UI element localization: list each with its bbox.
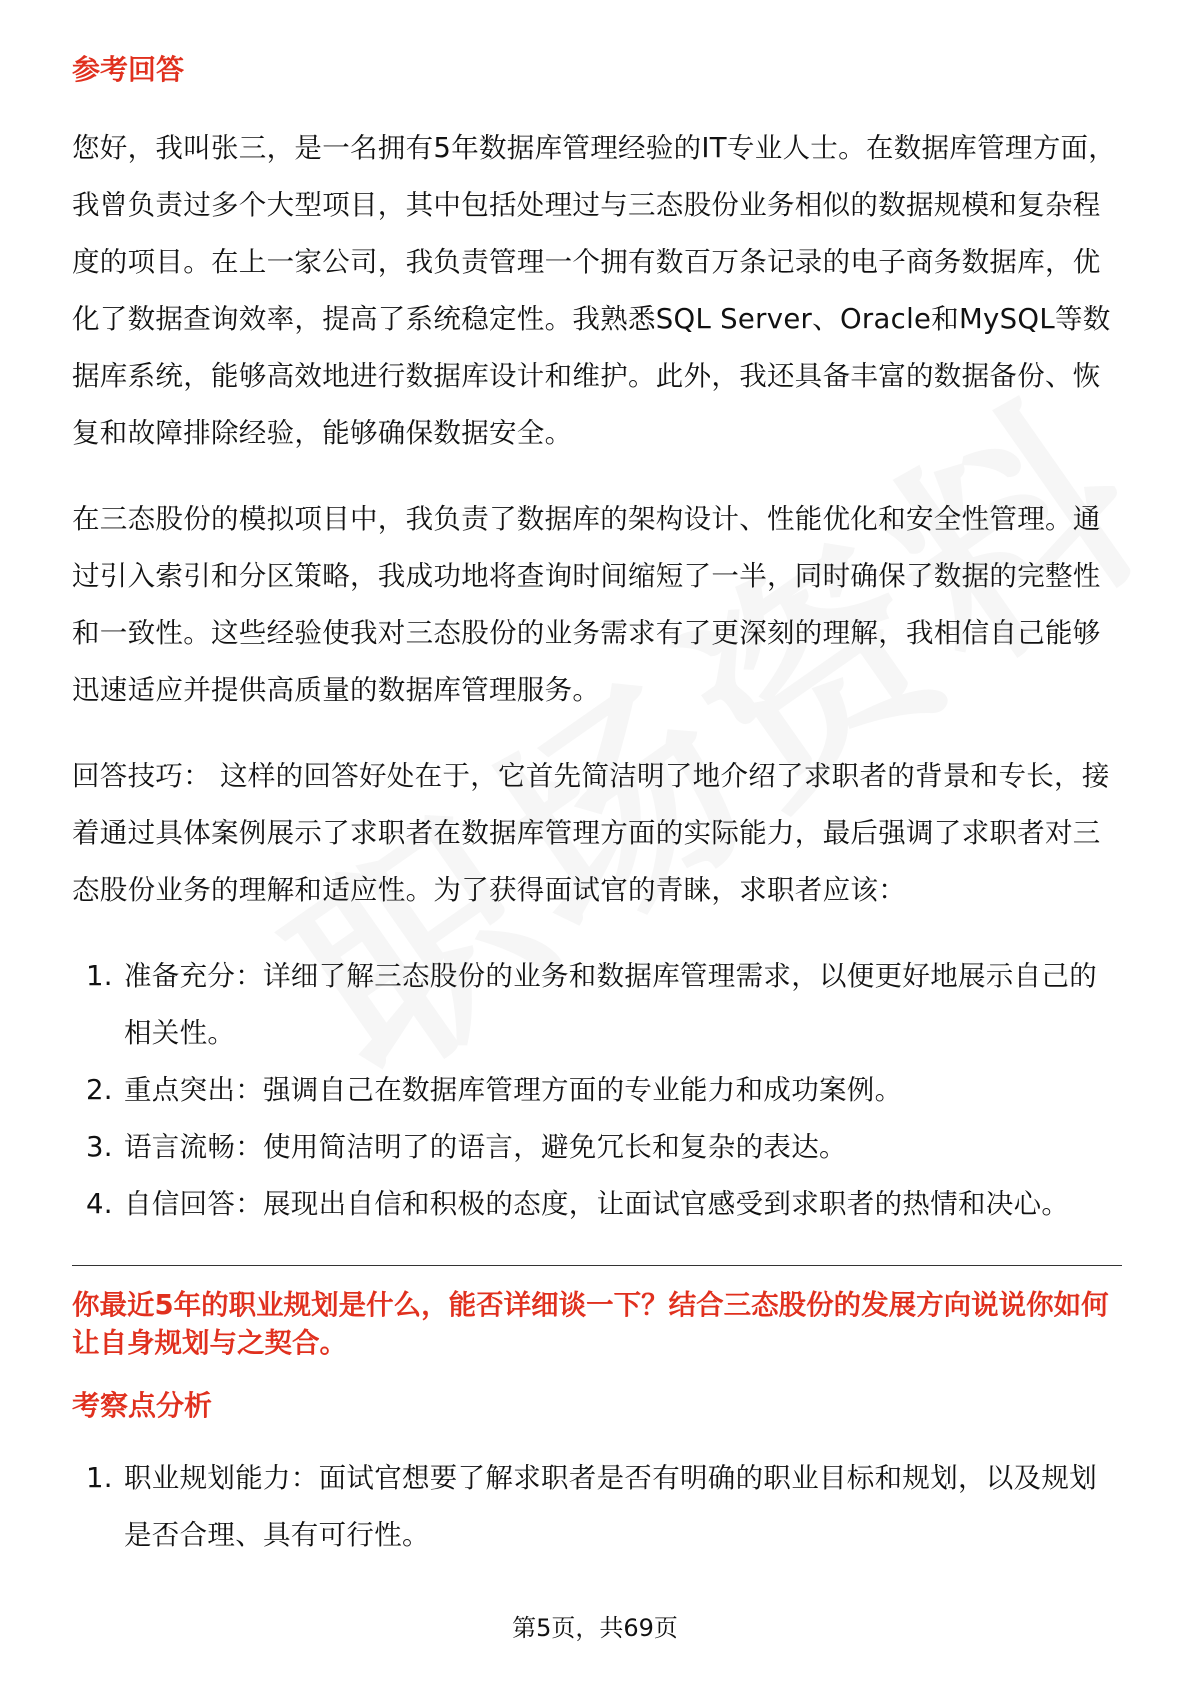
list-item: 3. 语言流畅：使用简洁明了的语言，避免冗长和复杂的表达。 [86, 1131, 847, 1163]
answer-paragraph-2: 在三态股份的模拟项目中，我负责了数据库的架构设计、性能优化和安全性管理。通过引入索引和分区策略，我成功地将查询时间缩短了一半，同时确保了数据的完整性和一致性。这些经验使我对三态股份的业务需求有了更深刻的理解，我相信自己能够迅速适应并提供高质量的数据库管理服务。 [72, 503, 1101, 706]
divider [72, 1265, 1122, 1266]
section-title-reference-answer: 参考回答 [72, 53, 185, 86]
list-item: 1. 准备充分：详细了解三态股份的业务和数据库管理需求，以便更好地展示自己的相关性。 [86, 960, 1097, 1049]
interview-question: 你最近5年的职业规划是什么，能否详细谈一下？结合三态股份的发展方向说说你如何让自身规划与之契合。 [72, 1289, 1109, 1359]
section-title-analysis: 考察点分析 [72, 1389, 213, 1422]
answer-paragraph-1: 您好，我叫张三，是一名拥有5年数据库管理经验的IT专业人士。在数据库管理方面，我曾负责过多个大型项目，其中包括处理过与三态股份业务相似的数据规模和复杂程度的项目。在上一家公司，我负责管理一个拥有数百万条记录的电子商务数据库，优化了数据查询效率，提高了系统稳定性。我熟悉SQL Server、Oracle和MySQL等数据库系统，能够高效地进行数据库设计和维护。此外，我还具备丰富的数据备份、恢复和故障排除经验，能够确保数据安全。 [72, 132, 1117, 449]
analysis-list [72, 1450, 1122, 1564]
page-number: 第5页，共69页 [512, 1614, 678, 1642]
list-item: 1. 职业规划能力：面试官想要了解求职者是否有明确的职业目标和规划，以及规划是否合理、具有可行性。 [86, 1462, 1097, 1551]
document-page [72, 48, 1122, 1596]
list-item: 2. 重点突出：强调自己在数据库管理方面的专业能力和成功案例。 [86, 1074, 903, 1106]
tips-list [72, 948, 1122, 1233]
answer-tips-paragraph: 回答技巧： 这样的回答好处在于，它首先简洁明了地介绍了求职者的背景和专长，接着通过具体案例展示了求职者在数据库管理方面的实际能力，最后强调了求职者对三态股份业务的理解和适应性。为了获得面试官的青睐，求职者应该： [72, 760, 1110, 906]
list-item: 4. 自信回答：展现出自信和积极的态度，让面试官感受到求职者的热情和决心。 [86, 1188, 1070, 1220]
